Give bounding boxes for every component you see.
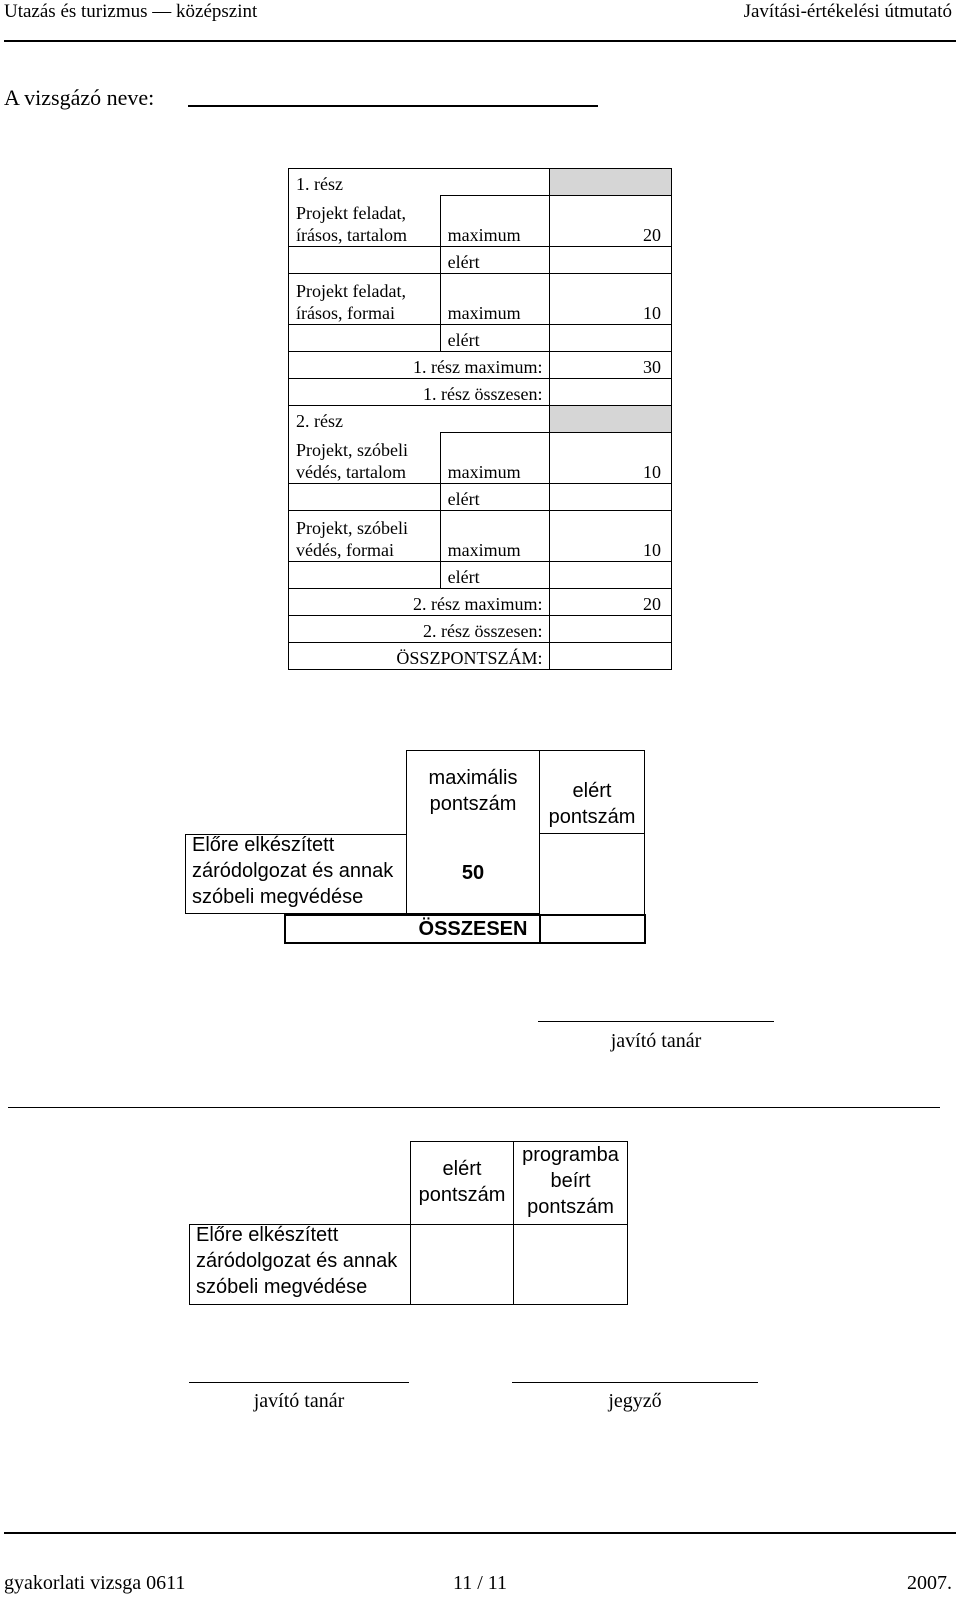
program-achieved-input[interactable]: [410, 1224, 514, 1305]
part1-row1-max-value: 20: [550, 196, 672, 247]
summary-row-label: Előre elkészített záródolgozat és annak szóbeli megvédése: [192, 834, 394, 908]
grand-total-label: ÖSSZPONTSZÁM:: [289, 643, 550, 670]
part2-row2-max-label: maximum: [440, 511, 550, 562]
section-divider: [8, 1107, 940, 1108]
summary-achieved-input[interactable]: [539, 833, 645, 915]
part1-sum-label: 1. rész összesen:: [289, 379, 550, 406]
part1-max-total-label: 1. rész maximum:: [289, 352, 550, 379]
part2-sum-input[interactable]: [550, 616, 672, 643]
summary-col-achieved: elért pontszám: [548, 780, 636, 828]
gray-cell: [550, 406, 672, 433]
part1-row2-achieved-label: elért: [440, 325, 550, 352]
page-number: 11 / 11: [452, 1572, 508, 1594]
summary-col-max: maximális pontszám: [428, 767, 518, 815]
part1-row1-achieved-input[interactable]: [550, 247, 672, 274]
part2-row2-achieved-input[interactable]: [550, 562, 672, 589]
part1-row1-achieved-label: elért: [440, 247, 550, 274]
candidate-name-line[interactable]: [188, 105, 598, 107]
part2-row2-label: Projekt, szóbeli védés, formai: [289, 511, 441, 562]
part1-title: 1. rész: [289, 169, 550, 196]
signature-label: javító tanár: [610, 1030, 702, 1052]
part1-row1-max-label: maximum: [440, 196, 550, 247]
header-rule: [4, 40, 956, 42]
part2-row1-achieved-input[interactable]: [550, 484, 672, 511]
score-table: [288, 168, 672, 670]
notary-signature-line[interactable]: [512, 1382, 758, 1383]
part2-row2-max-value: 10: [550, 511, 672, 562]
part2-row1-max-value: 10: [550, 433, 672, 484]
signature-line[interactable]: [538, 1021, 774, 1022]
part2-row1-max-label: maximum: [440, 433, 550, 484]
footer-right: 2007.: [907, 1572, 952, 1594]
part1-row2-max-value: 10: [550, 274, 672, 325]
program-col-program: programba beírt pontszám: [522, 1144, 619, 1218]
part2-sum-label: 2. rész összesen:: [289, 616, 550, 643]
footer-left: gyakorlati vizsga 0611: [4, 1572, 186, 1594]
gray-cell: [550, 169, 672, 196]
candidate-label: A vizsgázó neve:: [4, 85, 155, 110]
summary-row-max: 50: [461, 862, 485, 884]
part1-row2-max-label: maximum: [440, 274, 550, 325]
summary-total-label: ÖSSZESEN: [418, 918, 528, 940]
teacher-signature-label: javító tanár: [253, 1390, 345, 1412]
part2-row1-achieved-label: elért: [440, 484, 550, 511]
program-row-label: Előre elkészített záródolgozat és annak szóbeli megvédése: [196, 1224, 398, 1298]
program-col-achieved: elért pontszám: [418, 1158, 506, 1206]
notary-signature-label: jegyző: [608, 1390, 662, 1412]
part1-row1-label: Projekt feladat, írásos, tartalom: [289, 196, 441, 247]
teacher-signature-line[interactable]: [189, 1382, 409, 1383]
part2-max-total-value: 20: [550, 589, 672, 616]
part1-row2-achieved-input[interactable]: [550, 325, 672, 352]
part2-row2-achieved-label: elért: [440, 562, 550, 589]
part1-max-total-value: 30: [550, 352, 672, 379]
part1-sum-input[interactable]: [550, 379, 672, 406]
grand-total-input[interactable]: [550, 643, 672, 670]
part1-row2-label: Projekt feladat, írásos, formai: [289, 274, 441, 325]
part2-title: 2. rész: [289, 406, 550, 433]
program-input-cell[interactable]: [513, 1224, 628, 1305]
header-right: Javítási-értékelési útmutató: [743, 1, 952, 22]
footer-rule: [4, 1532, 956, 1534]
header-left: Utazás és turizmus — középszint: [4, 1, 258, 22]
part2-row1-label: Projekt, szóbeli védés, tartalom: [289, 433, 441, 484]
summary-total-input[interactable]: [539, 914, 646, 944]
part2-max-total-label: 2. rész maximum:: [289, 589, 550, 616]
